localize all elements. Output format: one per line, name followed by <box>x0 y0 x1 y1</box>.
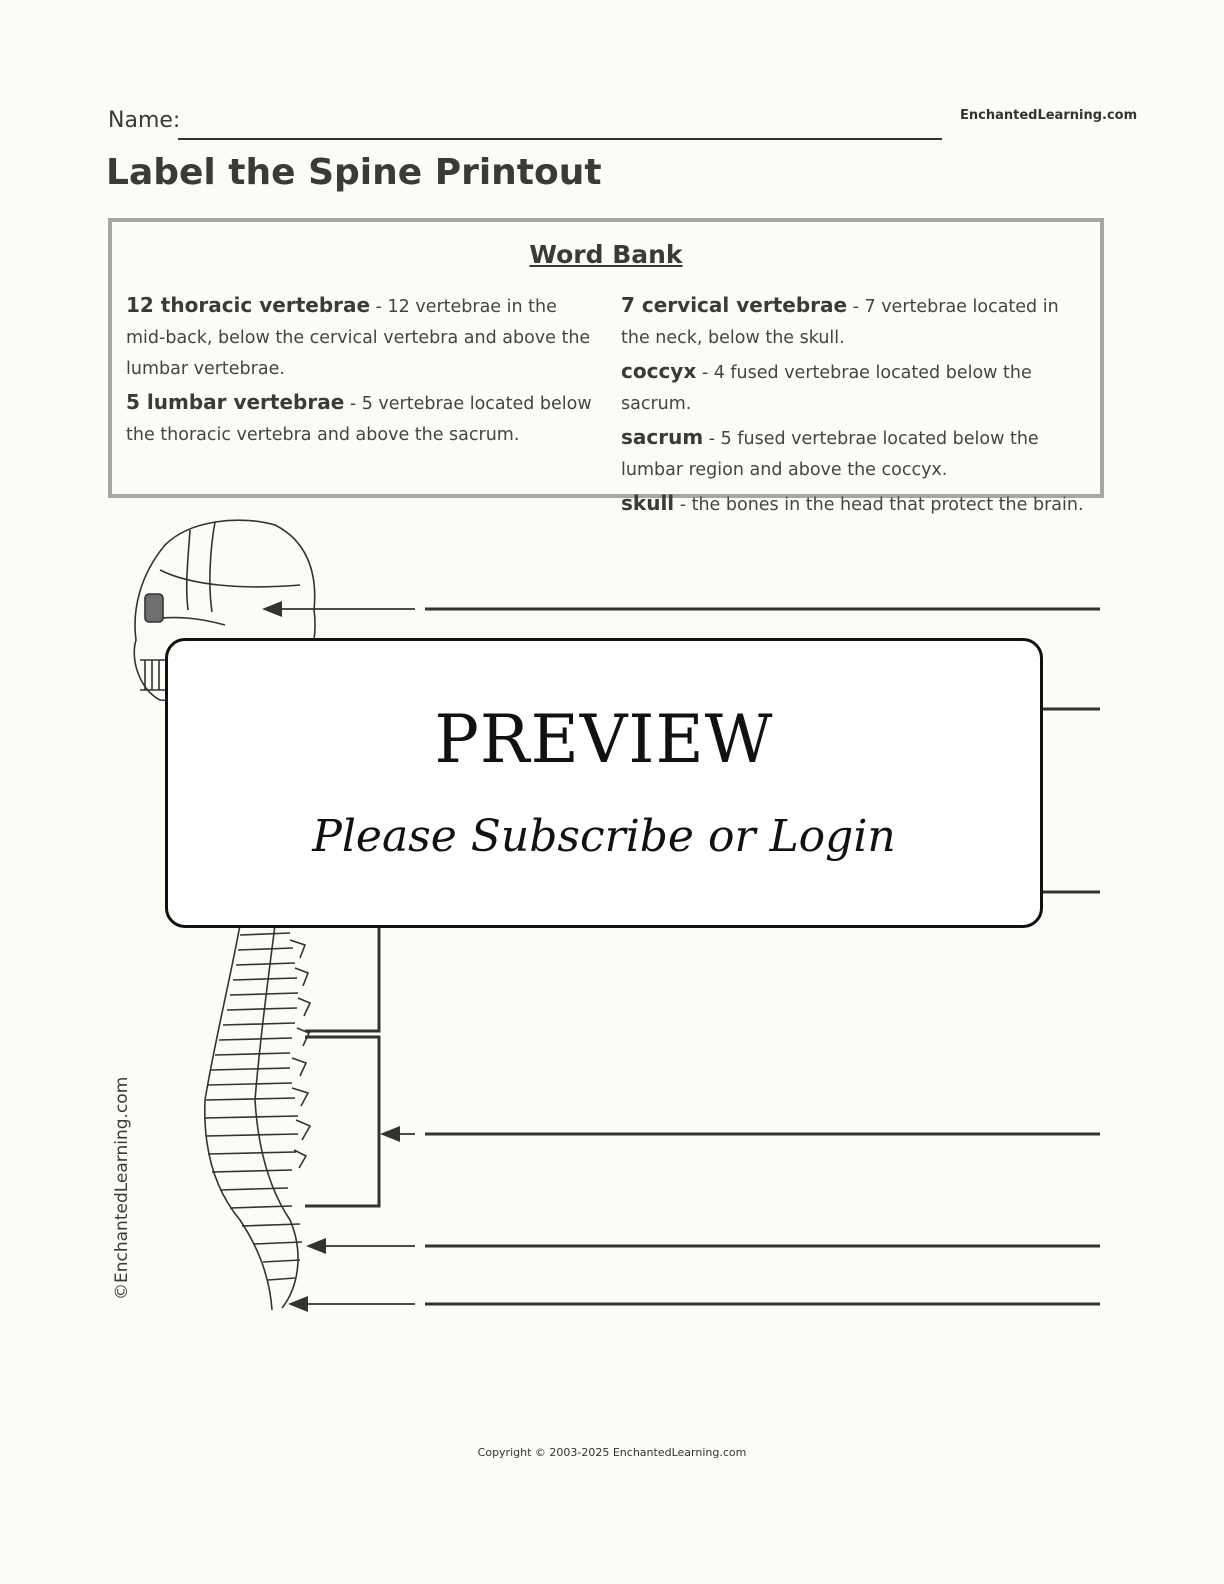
vertebrae-drawing <box>205 925 310 1310</box>
watermark: ©EnchantedLearning.com <box>112 1076 132 1300</box>
term: 12 thoracic vertebrae <box>126 293 371 317</box>
preview-heading: PREVIEW <box>434 701 774 778</box>
subscribe-login-link[interactable]: Please Subscribe or Login <box>312 811 896 862</box>
definition: - 5 fused vertebrae located below the lumbar region and above the coccyx. <box>621 429 1039 480</box>
copyright: Copyright © 2003-2025 EnchantedLearning.com <box>477 1446 747 1459</box>
preview-overlay[interactable] <box>165 638 1043 928</box>
definition: - 5 vertebrae located below the thoracic vertebra and above the sacrum. <box>126 394 592 445</box>
definition: - 7 vertebrae located in the neck, below the skull. <box>621 297 1059 348</box>
name-answer-line <box>178 138 942 140</box>
definition: - 4 fused vertebrae located below the sacrum. <box>621 363 1032 414</box>
term: skull <box>621 491 675 515</box>
site-logo: EnchantedLearning.com <box>960 108 1138 123</box>
word-bank-entry-thoracic <box>126 290 601 385</box>
definition: - the bones in the head that protect the brain. <box>674 495 1084 515</box>
term: coccyx <box>621 359 697 383</box>
word-bank-entry-sacrum <box>621 422 1086 486</box>
word-bank-right-column <box>621 290 1086 523</box>
definition: - 12 vertebrae in the mid-back, below the cervical vertebra and above the lumbar vertebrae. <box>126 297 591 379</box>
word-bank <box>108 218 1104 515</box>
term: 7 cervical vertebrae <box>621 293 848 317</box>
word-bank-entry-lumbar <box>126 387 601 451</box>
name-label: Name: <box>108 108 181 133</box>
page-title: Label the Spine Printout <box>106 152 602 193</box>
term: 5 lumbar vertebrae <box>126 390 345 414</box>
word-bank-left-column <box>126 290 601 453</box>
term: sacrum <box>621 425 704 449</box>
word-bank-entry-coccyx <box>621 356 1086 420</box>
word-bank-title: Word Bank <box>529 240 683 269</box>
word-bank-entry-cervical <box>621 290 1086 354</box>
